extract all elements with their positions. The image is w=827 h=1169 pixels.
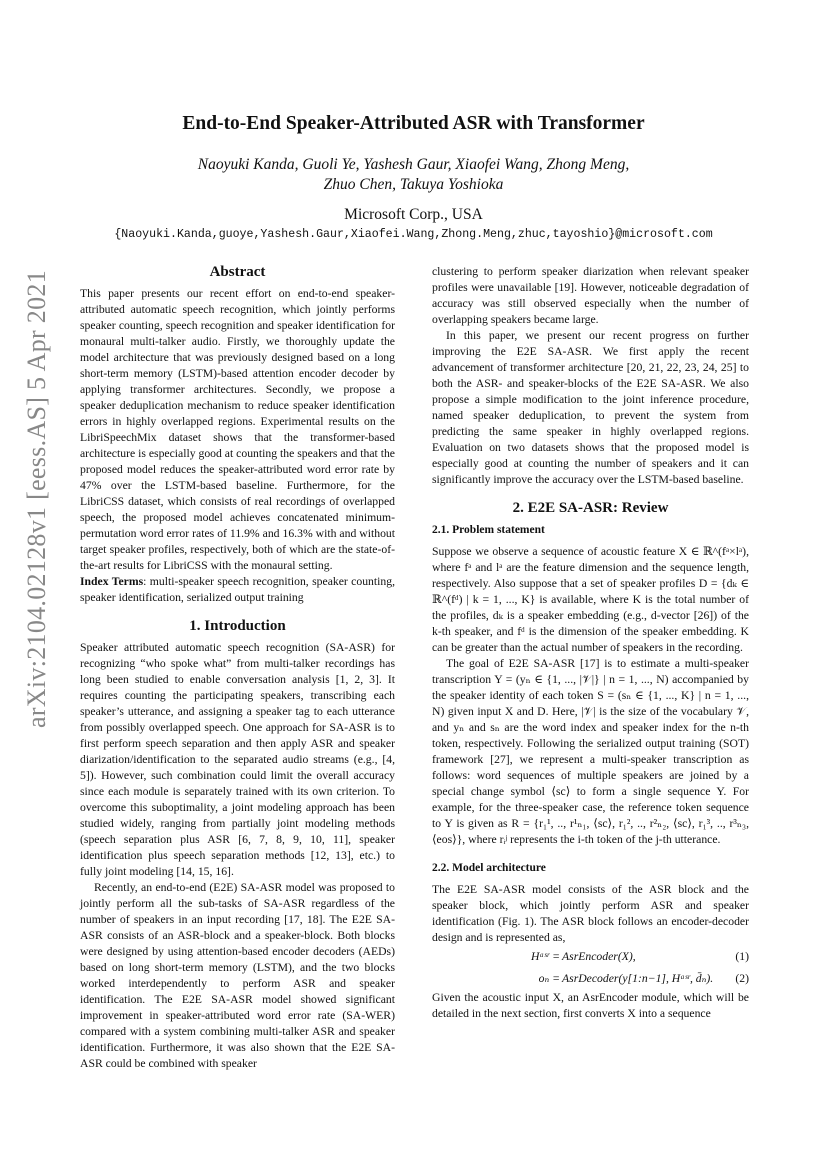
author-emails[interactable]: {Naoyuki.Kanda,guoye,Yashesh.Gaur,Xiaofei.Wang,Zhong.Meng,zhuc,tayoshio}@microsoft.com [114, 228, 713, 241]
author-list [0, 155, 827, 195]
equation-1-rhs: AsrEncoder(X), [562, 950, 636, 963]
review-paragraph-4: Given the acoustic input X, an AsrEncoder module, which will be detailed in the next section, first converts X into a sequence [432, 991, 749, 1020]
arxiv-stamp[interactable]: arXiv:2104.02128v1 [eess.AS] 5 Apr 2021 [22, 270, 51, 728]
equation-1-lhs: Hᵃˢʳ = [531, 950, 560, 963]
review-heading: 2. E2E SA-ASR: Review [512, 500, 669, 516]
intro-heading: 1. Introduction [189, 618, 286, 634]
review-paragraph-1: Suppose we observe a sequence of acoustic feature X ∈ ℝ^(fᵃ×lᵃ), where fᵃ and lᵃ are the feature dimension and the sequence length, respectively. Also suppose that a set of speaker profiles D = {dₖ ∈ ℝ^(fᵈ) | k = 1, ..., K} is available, where K is the total number of the profiles, dₖ is a speaker embedding (e.g., d-vector [26]) of the k-th speaker, and fᵈ is the dimension of the speaker embedding. K can be greater than the actual number of speakers in the recording. [432, 545, 749, 654]
equation-2-rhs: AsrDecoder(y[1:n−1], Hᵃˢʳ, d̄ₙ). [562, 972, 714, 985]
paper-title: End-to-End Speaker-Attributed ASR with Transformer [182, 113, 645, 134]
model-architecture-heading: 2.2. Model architecture [432, 862, 546, 874]
affiliation: Microsoft Corp., USA [344, 206, 483, 223]
equation-2-lhs: oₙ = [538, 972, 560, 985]
equation-2-number: (2) [735, 972, 749, 985]
right-column [432, 264, 749, 1022]
index-terms-label: Index Terms [80, 575, 144, 588]
equation-1-number: (1) [735, 950, 749, 963]
intro-paragraph-1: Speaker attributed automatic speech recognition (SA-ASR) for recognizing “who spoke what” from multi-talker recordings has long been studied to enable conversation analysis [1, 2, 3]. It requires counting the participating speakers, transcribing each speaker’s utterance, and assigning a speaker tag to each utterance from possibly overlapped speech. One approach for SA-ASR is to first perform speech separation and then apply ASR and speaker diarization/identification to the separated audio streams (e.g., [4, 5]). However, such combination could limit the overall accuracy since each module is separately trained with its own criterion. To overcome this suboptimality, a joint modeling approach has been studied widely, ranging from partially joint modeling methods (speech separation plus ASR [6, 7, 8, 9, 10, 11], speaker identification plus speech separation methods [12, 13], etc.) to fully joint modeling [14, 15, 16]. [80, 641, 395, 878]
index-terms-text: : multi-speaker speech recognition, speaker counting, speaker identification, serialized output training [80, 575, 396, 604]
abstract-heading: Abstract [209, 264, 266, 280]
intro-paragraph-2: Recently, an end-to-end (E2E) SA-ASR model was proposed to jointly perform all the sub-tasks of SA-ASR regardless of the number of speakers in an input recording [17, 18]. The E2E SA-ASR consists of an ASR-block and a speaker-block. Both blocks were designed by using attention-based encoder decoders (AEDs) based on long short-term memory (LSTM), and the two blocks worked interdependently to perform ASR and speaker identification. The E2E SA-ASR model showed significant improvement in speaker-attributed word error rate (SA-WER) compared with a system combining multi-talker ASR and speaker identification. Furthermore, it was also shown that the E2E SA-ASR could be combined with speaker [80, 881, 395, 1070]
intro-paragraph-3: clustering to perform speaker diarization when relevant speaker profiles were unavailable [19]. However, noticeable degradation of accuracy was still observed especially when the number of overlapping speakers became large. [432, 265, 749, 326]
review-paragraph-2: The goal of E2E SA-ASR [17] is to estimate a multi-speaker transcription Y = (yₙ ∈ {1, ..., |𝒱|} | n = 1, ..., N) accompanied by the speaker identity of each token S = (sₙ ∈ {1, ..., K} | n = 1, ..., N) given input X and D. Here, |𝒱| is the size of the vocabulary 𝒱, and yₙ and sₙ are the word index and speaker index for the n-th token, respectively. Following the serialized output training (SOT) framework [27], we represent a multi-speaker transcription as follows: word sequences of multiple speakers are joined by a special change symbol ⟨sc⟩ to form a single sequence Y. For example, for the three-speaker case, the reference token sequence to Y is given as R = {r₁¹, .., r¹ₙ₁, ⟨sc⟩, r₁², .., r²ₙ₂, ⟨sc⟩, r₁³, .., r³ₙ₃, ⟨eos⟩}, where rᵢʲ represents the i-th token of the j-th utterance. [432, 657, 749, 846]
left-column [80, 264, 395, 1072]
problem-statement-heading: 2.1. Problem statement [432, 524, 545, 536]
authors-line-2: Zhuo Chen, Takuya Yoshioka [323, 176, 504, 193]
review-paragraph-3: The E2E SA-ASR model consists of the ASR block and the speaker block, which jointly perform ASR and speaker identification (Fig. 1). The ASR block follows an encoder-decoder design and is represented as, [432, 883, 749, 944]
intro-paragraph-4: In this paper, we present our recent progress on further improving the E2E SA-ASR. We first apply the recent advancement of transformer architecture [20, 21, 22, 23, 24, 25] to both the ASR- and speaker-blocks of the E2E SA-ASR. We also propose a simple modification to the joint inference procedure, named speaker deduplication, to prevent the system from predicting the same speaker in highly overlapped regions. Evaluation on two datasets shows that the proposed model is especially good at counting the number of speakers and it can significantly improve the accuracy over the LSTM-based baseline. [432, 329, 749, 486]
authors-line-1: Naoyuki Kanda, Guoli Ye, Yashesh Gaur, Xiaofei Wang, Zhong Meng, [197, 156, 630, 173]
index-terms [80, 574, 395, 606]
equation-1 [432, 946, 749, 968]
abstract-text: This paper presents our recent effort on end-to-end speaker-attributed automatic speech recognition, which jointly performs speaker counting, speech recognition and speaker identification for monaural multi-talker audio. Firstly, we thoroughly update the model architecture that was previously designed based on a long short-term memory (LSTM)-based attention encoder decoder by applying transformer architectures. Secondly, we propose a speaker deduplication mechanism to reduce speaker identification errors in highly overlapped regions. Experimental results on the LibriSpeechMix dataset shows that the transformer-based architecture is especially good at counting the speakers and that the proposed model reduces the speaker-attributed word error rate by 47% over the LSTM-based baseline. Furthermore, for the LibriCSS dataset, which consists of real recordings of overlapped speech, the proposed model achieves concatenated minimum-permutation word error rates of 11.9% and 16.3% with and without target speaker profiles, respectively, both of which are the state-of-the-art results for LibriCSS with the monaural setting. [80, 287, 395, 572]
equation-2 [432, 968, 749, 990]
